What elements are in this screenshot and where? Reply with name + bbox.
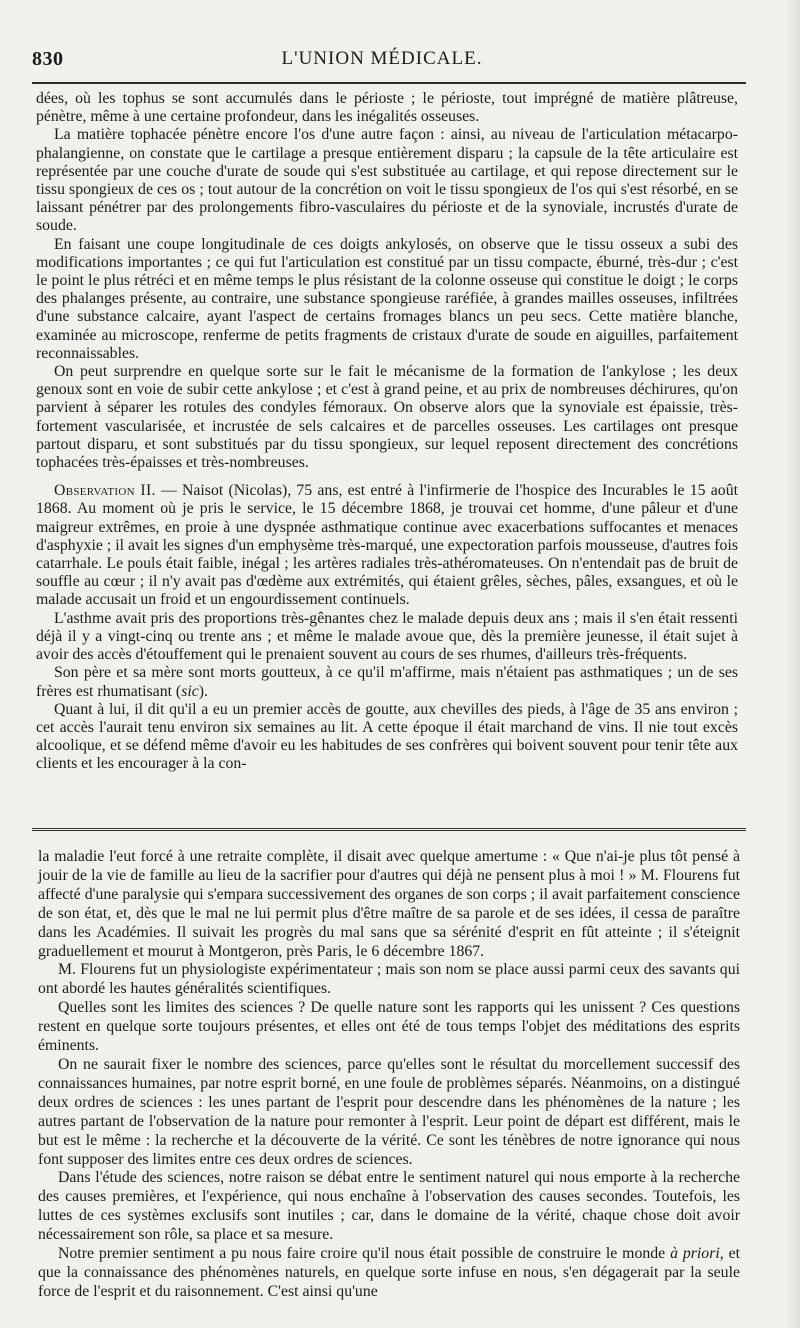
paragraph [38, 1245, 740, 1302]
feuilleton-article [38, 848, 740, 1302]
text-run: ). [198, 682, 208, 700]
feuilleton-divider [32, 828, 746, 831]
paragraph: L'asthme avait pris des proportions très-gênantes chez le malade depuis deux ans ; mais il s'en était ressenti déjà il y a vingt-cinq ou trente ans ; et même le malade avoue que, dès la première jeunesse, il était sujet à avoir des accès d'étouffement qui le prenaient souvent au cours de ses rhumes, d'ailleurs très-fréquents. [36, 609, 738, 664]
paragraph: Quelles sont les limites des sciences ? De quelle nature sont les rapports qui les unissent ? Ces questions restent en quelque sorte toujours présentes, et elles ont été de tous temps l'objet des méditations des esprits éminents. [38, 999, 740, 1055]
observation-paragraph [36, 482, 738, 609]
paragraph: On peut surprendre en quelque sorte sur le fait le mécanisme de la formation de l'ankylose ; les deux genoux sont en voie de subir cette ankylose ; et c'est à grand peine, et au prix de nombreuses déchirures, qu'on parvient à séparer les rotules des condyles fémoraux. On observe alors que la synoviale est épaissie, très-fortement vascularisée, et incrustée de sels calcaires et de parcelles osseuses. Les cartilages ont presque partout disparu, et sont substitués par du tissu spongieux, sur lequel reposent directement des concrétions tophacées très-épaisses et très-nombreuses. [36, 363, 738, 472]
text-run: Son père et sa mère sont morts goutteux, à ce qu'il m'affirme, mais n'étaient pas asthmatiques ; un de ses frères est rhumatisant ( [36, 664, 738, 700]
paragraph: dées, où les tophus se sont accumulés dans le périoste ; le périoste, tout imprégné de matière plâtreuse, pénètre, même à une certaine profondeur, dans les inégalités osseuses. [36, 90, 738, 126]
page-number: 830 [32, 48, 64, 70]
paragraph: La matière tophacée pénètre encore l'os d'une autre façon : ainsi, au niveau de l'articulation métacarpo-phalangienne, on constate que le cartilage a presque entièrement disparu ; la capsule de la tête articulaire est représentée par une couche d'urate de soude qui s'est substituée au cartilage, et qui repose directement sur le tissu spongieux de ces os ; tout autour de la concrétion on voit le tissu spongieux de l'os qui s'est résorbé, en se laissant pénétrer par des prolongements fibro-vasculaires du périoste et de la synoviale, incrustés d'urate de soude. [36, 126, 738, 235]
header-rule [32, 82, 746, 84]
paragraph: Dans l'étude des sciences, notre raison se débat entre le sentiment naturel qui nous emporte à la recherche des causes premières, et l'expérience, qui nous enchaîne à l'observation des causes secondes. Toutefois, les luttes de ces systèmes exclusifs sont inutiles ; car, dans le domaine de la vérité, chaque chose doit avoir nécessairement son rôle, sa place et sa mesure. [38, 1169, 740, 1244]
paragraph: M. Flourens fut un physiologiste expérimentateur ; mais son nom se place aussi parmi ceux des savants qui ont abordé les hautes généralités scientifiques. [38, 961, 740, 998]
italic-run: sic [181, 682, 199, 700]
observation-text: — Naisot (Nicolas), 75 ans, est entré à l'infirmerie de l'hospice des Incurables le 15 août 1868. Au moment où je pris le service, le 15 décembre 1868, je trouvai cet homme, d'une pâleur et d'une maigreur extrêmes, en proie à une dyspnée asthmatique continue avec exacerbations suffocantes et menaces d'asphyxie ; il avait les signes d'un emphysème très-marqué, une expectoration parfois mousseuse, d'autres fois catarrhale. Le pouls était faible, inégal ; les artères radiales très-athéromateuses. On n'entendait pas de bruit de souffle au cœur ; il n'y avait pas d'œdème aux extrémités, qui étaient grêles, sèches, pâles, exsangues, et où le malade accusait un froid et un engourdissement continuels. [36, 482, 738, 609]
text-run: Notre premier sentiment a pu nous faire croire qu'il nous était possible de construire le monde [58, 1245, 671, 1263]
observation-heading: Observation II. [54, 482, 156, 500]
running-title: L'UNION MÉDICALE. [281, 48, 483, 69]
page-header [32, 48, 732, 76]
page-edge-shadow [786, 0, 800, 1328]
text-run: , et que la connaissance des phénomènes naturels, en quelque sorte infuse en nous, s'en dégagerait par la seule force de l'esprit et du raisonnement. C'est ainsi qu'une [38, 1245, 740, 1300]
main-article [36, 90, 738, 774]
paragraph: On ne saurait fixer le nombre des sciences, parce qu'elles sont le résultat du morcellement successif des connaissances humaines, par notre esprit borné, en une foule de problèmes séparés. Néanmoins, on a distingué deux ordres de sciences : les unes partant de l'esprit pour descendre dans les phénomènes de la nature ; les autres partant de l'observation de la nature pour remonter à l'esprit. Leur point de départ est différent, mais le but est le même : la recherche et la découverte de la vérité. Ce sont les ténèbres de notre ignorance qui nous font supposer des limites entre ces deux ordres de sciences. [38, 1055, 740, 1168]
paragraph [36, 664, 738, 700]
italic-run: à priori [670, 1245, 720, 1263]
paragraph: la maladie l'eut forcé à une retraite complète, il disait avec quelque amertume : « Que n'ai-je plus tôt pensé à jouir de la vie de famille au lieu de la sacrifier pour d'autres qui déjà ne pensent plus à moi ! » M. Flourens fut affecté d'une paralysie qui s'empara successivement des organes de son corps ; il avait parfaitement conscience de son état, et, dès que le mal ne lui permit plus d'être maître de sa parole et de ses idées, il cessa de paraître dans les Académies. Il suivait les progrès du mal sans que sa sérénité d'esprit en fût atteinte ; il s'éteignit graduellement et mourut à Montgeron, près Paris, le 6 décembre 1867. [38, 848, 740, 960]
paragraph: En faisant une coupe longitudinale de ces doigts ankylosés, on observe que le tissu osseux a subi des modifications importantes ; ce qui fut l'articulation est constitué par un tissu compacte, éburné, très-dur ; c'est le point le plus rétréci et en même temps le plus résistant de la colonne osseuse qui constitue le doigt ; le corps des phalanges présente, au contraire, une substance spongieuse raréfiée, à grandes mailles osseuses, infiltrées d'une substance calcaire, ayant l'aspect de certains fromages blancs un peu secs. Cette matière blanche, examinée au microscope, renferme de petits fragments de cristaux d'urate de soude en aiguilles, parfaitement reconnaissables. [36, 235, 738, 362]
paragraph: Quant à lui, il dit qu'il a eu un premier accès de goutte, aux chevilles des pieds, à l'âge de 35 ans environ ; cet accès l'aurait tenu environ six semaines au lit. A cette époque il était marchand de vins. Il nie tout excès alcoolique, et se défend même d'avoir eu les habitudes de ses confrères qui boivent souvent pour tenir tête aux clients et les encourager à la con- [36, 700, 738, 773]
